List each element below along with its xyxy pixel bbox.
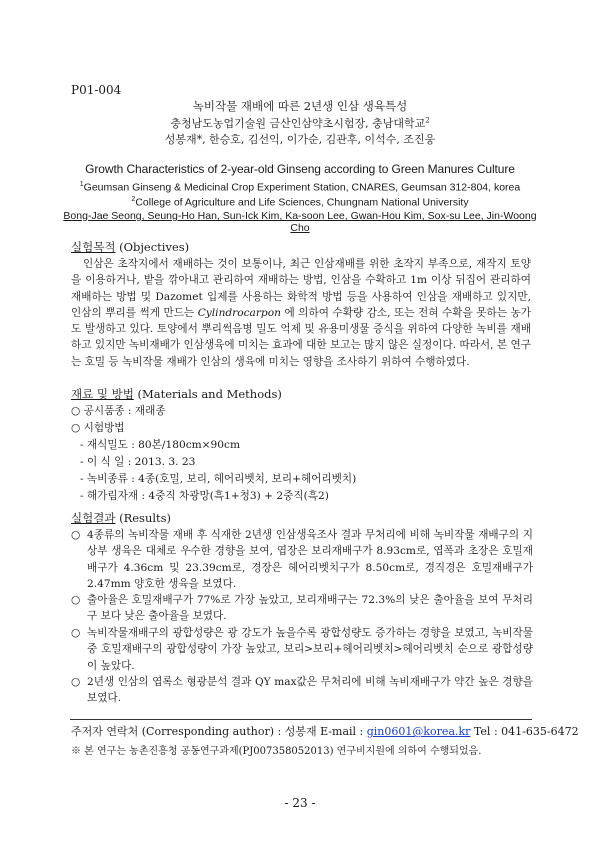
funding-note: ※ 본 연구는 농촌진흥청 공동연구과제(PJ007358052013) 연구비지원에 의하여 수행되었음. [71,746,482,757]
result-item [71,592,533,625]
results-heading [71,510,171,526]
result-bullet: ○ [71,594,81,606]
objectives-paragraph [71,256,531,370]
corresponding-author [71,723,579,739]
results-heading-ko: 실험결과 [71,511,116,525]
methods-detail: - 이 식 일 : 2013. 3. 23 [80,456,196,468]
result-bullet: ○ [71,627,81,639]
footer-divider [70,719,532,720]
results-heading-en: (Results) [115,511,172,525]
abstract-code: P01-004 [71,83,122,97]
result-text: 4종류의 녹비작물 재배 후 식재한 2년생 인삼생육조사 결과 무처리에 비해 녹비작물 재배구의 지상부 생육은 대체로 우수한 경향을 보여, 엽장은 보리재배구가 8.93cm로, 엽폭과 초장은 호밀재배구가 4.36cm 및 23.39cm로, 경장은 헤어리벳치구가 8.50cm로, 경직경은 호밀재배구가 2.47mm 양호한 생육을 보였다. [87,529,533,590]
objectives-heading [71,239,189,255]
methods-heading-en: (Materials and Methods) [133,387,282,401]
korean-affiliation: 충청남도농업기술원 금산인삼약초시험장, 충남대학교$^2$ [170,116,430,130]
methods-label: ○ 시험방법 [71,422,125,434]
methods-heading-ko: 재료 및 방법 [71,387,134,401]
result-text: 2년생 인삼의 엽록소 형광분석 결과 QY max값은 무처리에 비해 녹비재배구가 약간 높은 경향을 보였다. [87,676,533,705]
english-title: Growth Characteristics of 2-year-old Ginseng according to Green Manures Culture [85,162,515,176]
english-authors: Bong-Jae Seong, Seung-Ho Han, Sun-Ick Kim, Ka-soon Lee, Gwan-Hou Kim, Sox-su Lee, Jin-Woong Cho [63,210,537,234]
result-text: 출아율은 호밀재배구가 77%로 가장 높았고, 보리재배구는 72.3%의 낮은 출아율을 보여 무처리구 보다 낮은 출아율을 보였다. [87,594,533,623]
objectives-heading-ko: 실험목적 [71,240,116,254]
methods-detail: - 녹비종류 : 4종(호밀, 보리, 헤어리벳치, 보리+헤어리벳치) [80,473,357,485]
result-item [71,674,533,707]
korean-title: 녹비작물 재배에 따른 2년생 인삼 생육특성 [192,99,408,113]
page-number: - 23 - [284,796,316,810]
methods-material: ○ 공시품종 : 재래종 [71,405,166,417]
objectives-text-italic: Cylindrocarpon [197,306,281,319]
objectives-heading-en: (Objectives) [115,240,190,254]
result-bullet: ○ [71,676,81,688]
korean-affiliation-text: 충청남도농업기술원 금산인삼약초시험장, 충남대학교 [170,117,426,130]
result-bullet: ○ [71,529,81,541]
objectives-text-a: 인삼은 초작지에서 재배하는 것이 보통이나, 최근 인삼재배를 위한 초작지 부족으로, 재작지 토양을 이용하거나, 밭을 깎아내고 관리하여 재배하는 방법, 인삼을 수확하고 1m 이상 뒤집어 관리하여 재배하는 방법 및 Dazomet 입제를 사용하는 화학적 방법 등을 사용하여 인삼을 재배하고 있지만, 인삼의 뿌리를 썩게 만드는 [71,258,531,319]
english-affiliation-2-text: College of Agriculture and Life Sciences, Chungnam National University [135,196,469,209]
email-link[interactable]: gin0601@korea.kr [366,725,471,738]
korean-authors: 성봉재*, 한승호, 김선익, 이가순, 김관후, 이석수, 조진웅 [164,133,436,146]
telephone: Tel : 041-635-6472 [470,725,579,738]
result-item [71,527,533,592]
english-affiliation-1: $^1$Geumsan Ginseng & Medicinal Crop Experiment Station, CNARES, Geumsan 312-804, korea [79,181,521,194]
methods-heading [71,386,282,402]
english-affiliation-2: $^2$College of Agriculture and Life Sciences, Chungnam National University [131,196,469,209]
result-item [71,625,533,674]
methods-detail: - 재식밀도 : 80본/180cm×90cm [80,439,241,451]
corresponding-label: 주저자 연락처 (Corresponding author) : 성봉재 E-mail : [71,725,367,738]
result-text: 녹비작물재배구의 광합성량은 광 강도가 높을수록 광합성량도 증가하는 경향을 보였고, 녹비작물 중 호밀재배구의 광합성량이 가장 높았고, 보리>보리+헤어리벳치>헤어리벳치 순으로 광합성량이 높았다. [87,627,533,672]
objectives-text-b: 에 의하여 수확량 감소, 또는 전혀 수확을 못하는 농가도 발생하고 있다. 토양에서 뿌리썩음병 밀도 억제 및 유용미생물 증식을 위하여 다양한 녹비를 재배하고 있지만 녹비재배가 인삼생육에 미치는 효과에 대한 보고는 많지 않은 실정이다. 따라서, 본 연구는 호밀 등 녹비작물 재배가 인삼의 생육에 미치는 영향을 조사하기 위하여 수행하였다. [71,306,531,368]
english-affiliation-1-text: Geumsan Ginseng & Medicinal Crop Experiment Station, CNARES, Geumsan 312-804, korea [83,181,521,194]
methods-detail: - 해가림자재 : 4중직 차광망(흑1+청3) + 2중직(흑2) [80,490,329,502]
